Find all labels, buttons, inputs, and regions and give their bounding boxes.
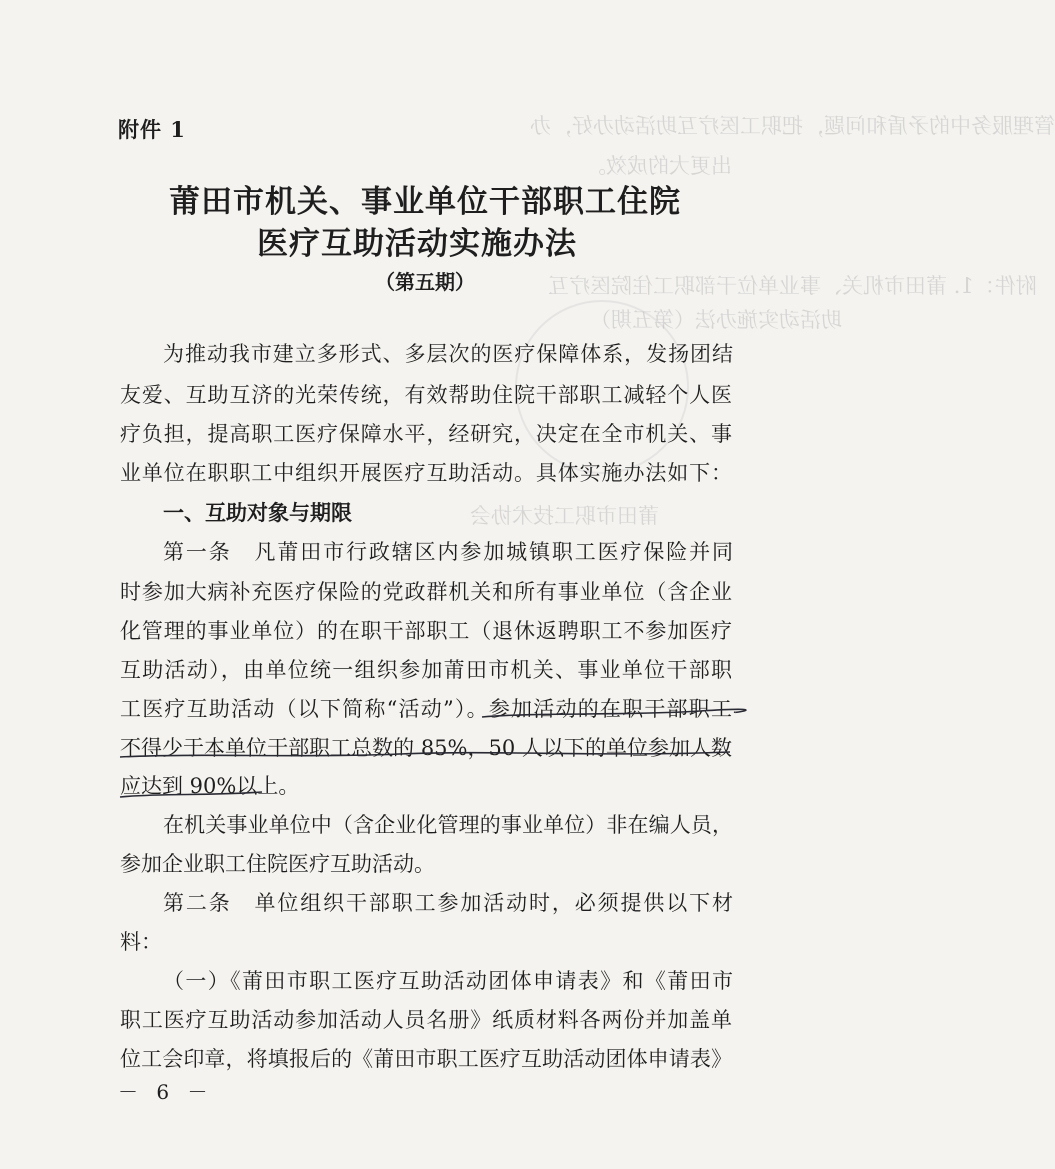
article-line: 应达到 90%以上。	[120, 774, 300, 798]
item-line: 位工会印章，将填报后的《莆田市职工医疗互助活动团体申请表》	[120, 1047, 732, 1071]
document-period: （第五期）	[375, 270, 475, 294]
bleed-through: 莆田市职工技术协会	[470, 504, 659, 528]
paragraph-line: 在机关事业单位中（含企业化管理的事业单位）非在编人员，	[163, 813, 733, 837]
article-line: 时参加大病补充医疗保险的党政群机关和所有事业单位（含企业	[120, 580, 732, 604]
paragraph-line: 疗负担，提高职工医疗保障水平，经研究，决定在全市机关、事	[120, 422, 732, 446]
document-title-line1: 莆田市机关、事业单位干部职工住院	[169, 184, 681, 220]
article-line: 互助活动），由单位统一组织参加莆田市机关、事业单位干部职	[120, 658, 732, 682]
item-line: （一）《莆田市职工医疗互助活动团体申请表》和《莆田市	[163, 969, 733, 993]
attachment-label: 附件 1	[118, 117, 186, 142]
article-line: 第一条 凡莆田市行政辖区内参加城镇职工医疗保险并同	[163, 540, 733, 564]
document-title-line2: 医疗互助活动实施办法	[257, 226, 577, 262]
bleed-through: 助活动实施办法（第五期）	[590, 308, 842, 332]
bleed-through: 管理服务中的矛盾和问题，把职工医疗互助活动办好，办	[530, 114, 1055, 138]
article-line: 第二条 单位组织干部职工参加活动时，必须提供以下材	[163, 891, 733, 915]
section-heading: 一、互助对象与期限	[163, 500, 352, 525]
article-line: 不得少于本单位干部职工总数的 85%，50 人以下的单位参加人数	[120, 736, 732, 760]
paragraph-line: 为推动我市建立多形式、多层次的医疗保障体系，发扬团结	[163, 342, 733, 366]
paragraph-line: 业单位在职职工中组织开展医疗互助活动。具体实施办法如下：	[120, 461, 732, 485]
page-number: － 6 －	[118, 1080, 214, 1104]
bleed-through: 附件：1. 莆田市机关、事业单位干部职工住院医疗互	[548, 274, 1037, 298]
paragraph-line: 参加企业职工住院医疗互助活动。	[120, 852, 435, 876]
article-line: 工医疗互助活动（以下简称“活动”）。参加活动的在职干部职工	[120, 697, 732, 721]
article-line: 化管理的事业单位）的在职干部职工（退休返聘职工不参加医疗	[120, 619, 732, 643]
paragraph-line: 友爱、互助互济的光荣传统，有效帮助住院干部职工减轻个人医	[120, 383, 732, 407]
article-line: 料：	[120, 930, 162, 954]
item-line: 职工医疗互助活动参加活动人员名册》纸质材料各两份并加盖单	[120, 1008, 732, 1032]
bleed-through: 出更大的成效。	[585, 154, 732, 178]
